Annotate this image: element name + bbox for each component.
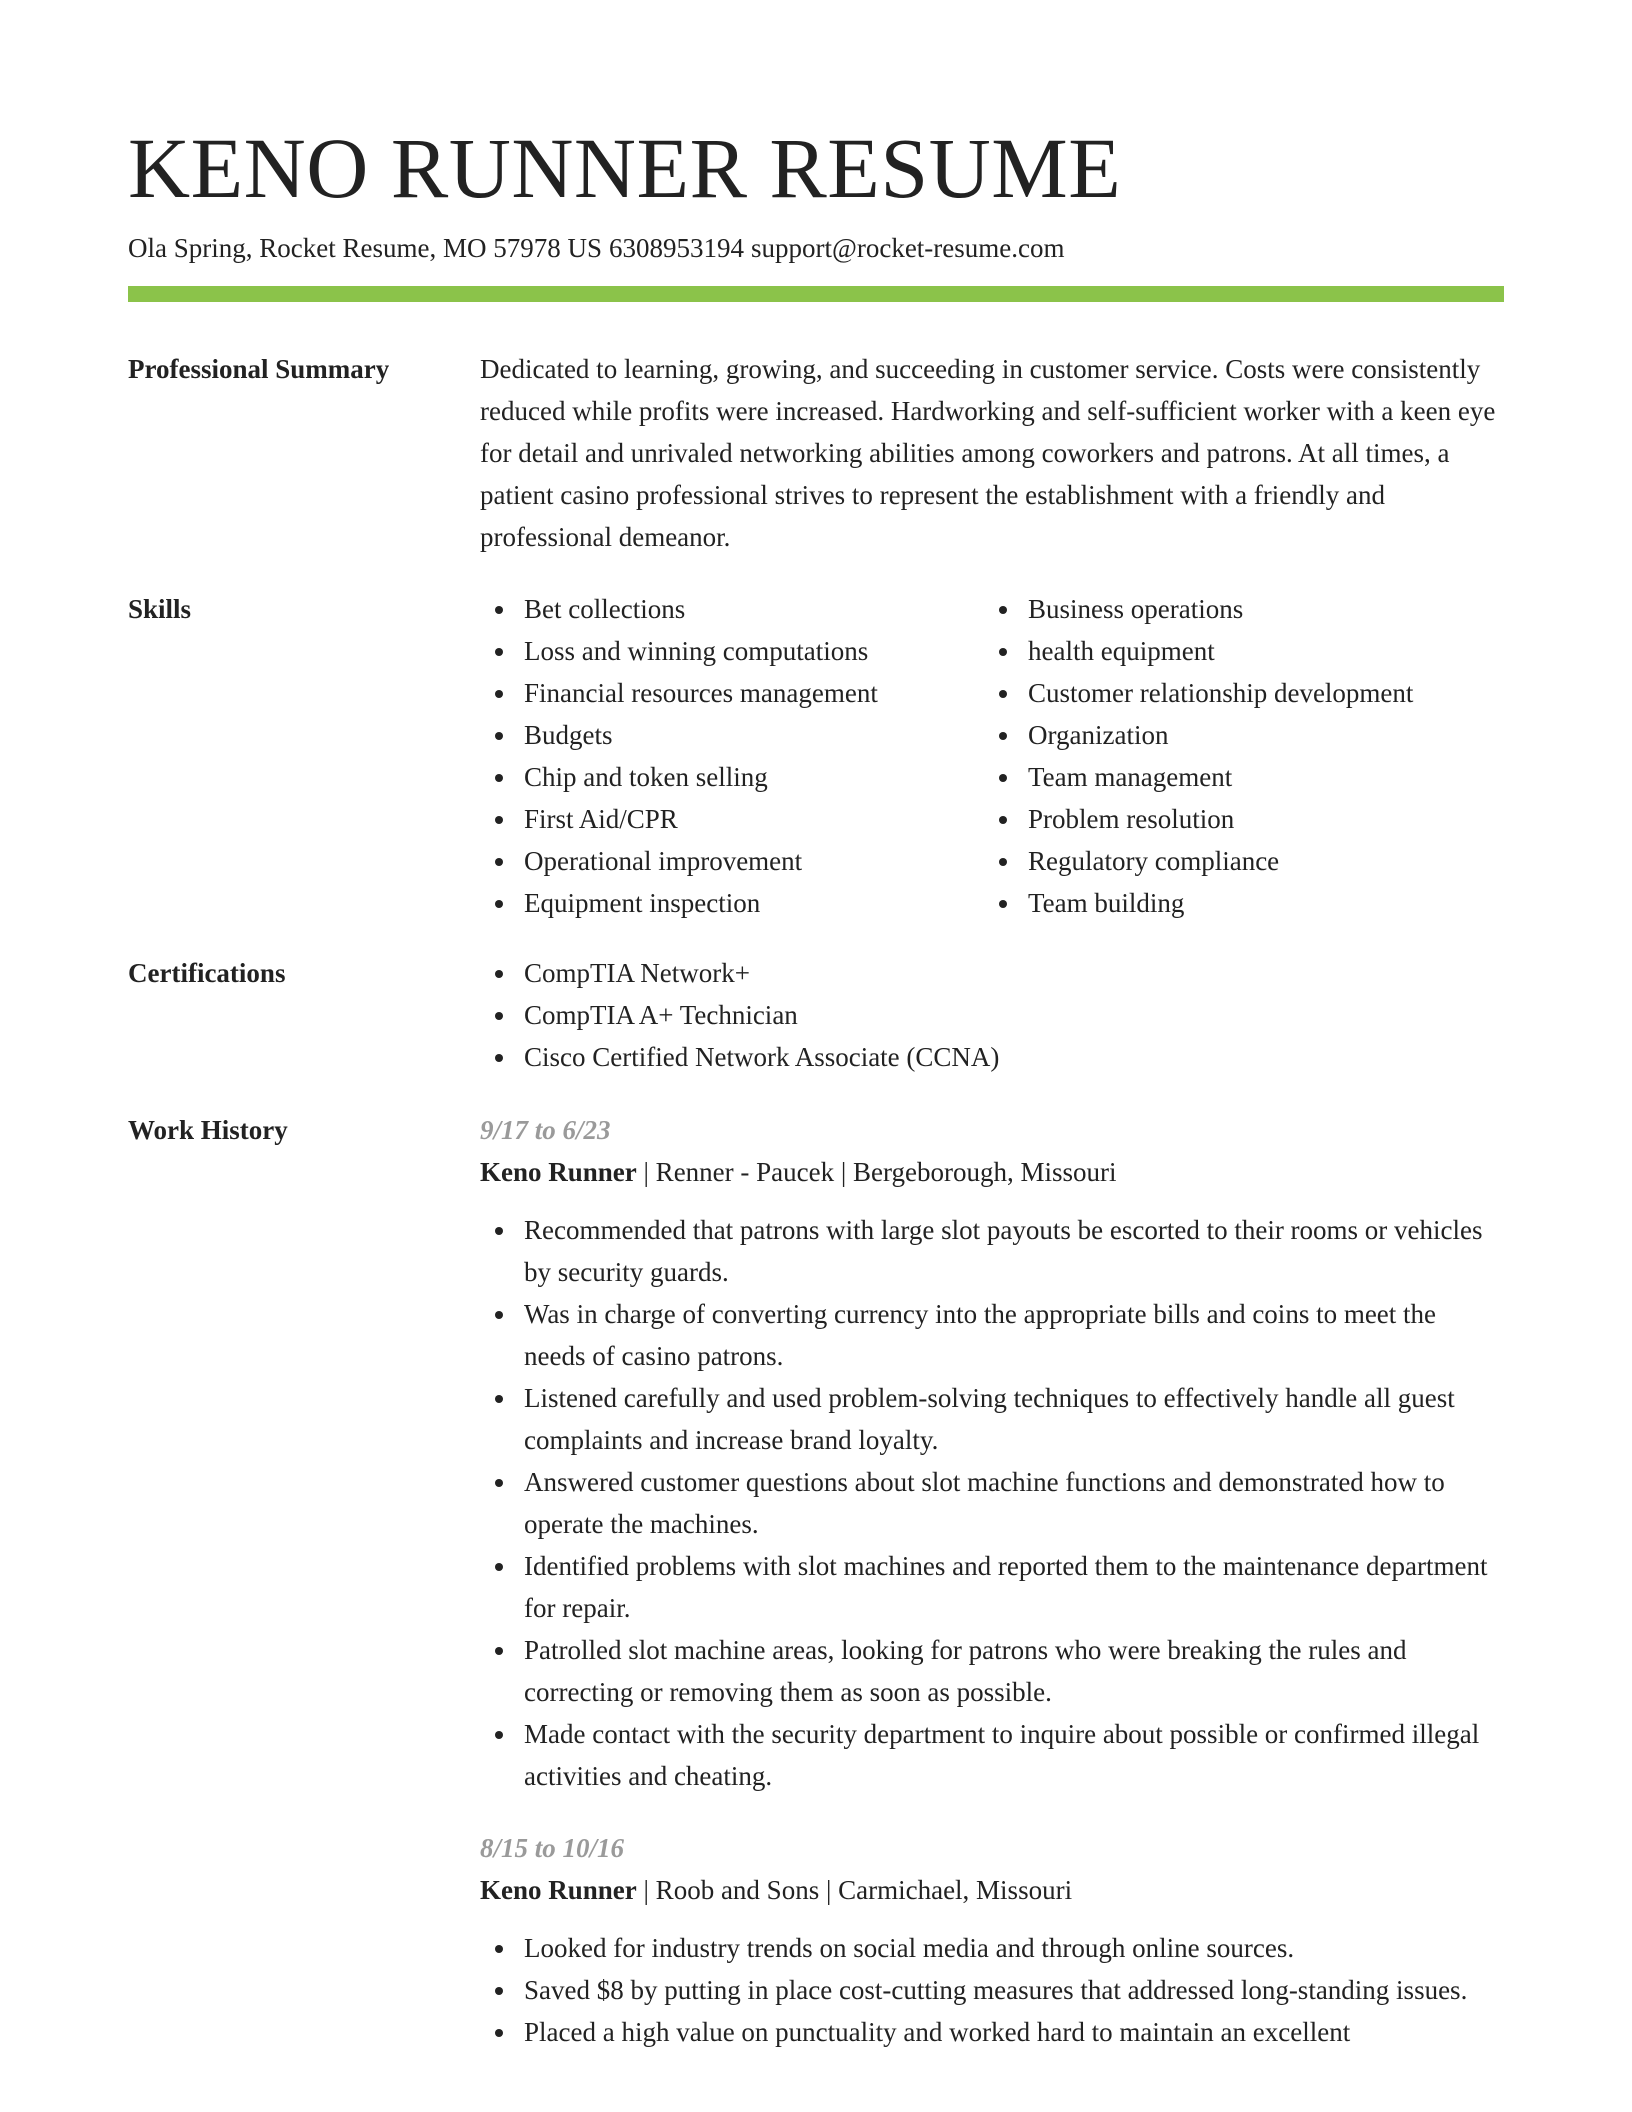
skills-list-right <box>984 588 1488 924</box>
skill-item: Business operations <box>984 588 1488 630</box>
skills-heading: Skills <box>128 594 192 624</box>
job-bullets <box>480 1927 1504 2053</box>
job-bullet: Recommended that patrons with large slot payouts be escorted to their rooms or vehicles by security guards. <box>480 1209 1504 1293</box>
skills-grid <box>480 588 1504 924</box>
contact-line <box>128 230 1065 266</box>
skill-item: Chip and token selling <box>480 756 984 798</box>
job-bullet: Listened carefully and used problem-solving techniques to effectively handle all guest complaints and increase brand loyalty. <box>480 1377 1504 1461</box>
job-company-location: | Renner - Paucek | Bergeborough, Missouri <box>636 1157 1117 1187</box>
job-heading <box>480 1869 1504 1911</box>
contact-phone: 6308953194 <box>608 233 744 263</box>
certification-item: CompTIA Network+ <box>480 952 1504 994</box>
job-bullets <box>480 1209 1504 1797</box>
skill-item: Financial resources management <box>480 672 984 714</box>
contact-address: Ola Spring, Rocket Resume, MO 57978 US <box>128 233 602 263</box>
summary-text: Dedicated to learning, growing, and succeeding in customer service. Costs were consistently reduced while profits were increased. Hardworking and self-sufficient worker with a keen eye for detail and unrivaled networking abilities among coworkers and patrons. At all times, a patient casino professional strives to represent the establishment with a friendly and professional demeanor. <box>480 354 1496 552</box>
job-title: Keno Runner <box>480 1875 637 1905</box>
summary-heading: Professional Summary <box>128 354 390 384</box>
skill-item: Regulatory compliance <box>984 840 1488 882</box>
skill-item: Bet collections <box>480 588 984 630</box>
skill-item: Loss and winning computations <box>480 630 984 672</box>
skill-item: Customer relationship development <box>984 672 1488 714</box>
job-bullet: Saved $8 by putting in place cost-cutting measures that addressed long-standing issues. <box>480 1969 1504 2011</box>
job-dates: 9/17 to 6/23 <box>480 1115 611 1145</box>
skill-item: Organization <box>984 714 1488 756</box>
certification-item: Cisco Certified Network Associate (CCNA) <box>480 1036 1504 1078</box>
job-heading <box>480 1151 1504 1193</box>
certifications-list <box>480 952 1504 1078</box>
header-divider <box>128 286 1504 302</box>
job-company-location: | Roob and Sons | Carmichael, Missouri <box>636 1875 1073 1905</box>
work-history-body <box>480 1109 1504 2053</box>
certification-item: CompTIA A+ Technician <box>480 994 1504 1036</box>
job-bullet: Placed a high value on punctuality and worked hard to maintain an excellent <box>480 2011 1504 2053</box>
certifications-body <box>480 952 1504 1078</box>
skill-item: Budgets <box>480 714 984 756</box>
work-history-heading: Work History <box>128 1115 288 1145</box>
job-entry <box>480 1827 1504 2053</box>
certifications-heading: Certifications <box>128 958 286 988</box>
job-dates: 8/15 to 10/16 <box>480 1833 625 1863</box>
job-bullet: Made contact with the security department to inquire about possible or confirmed illegal activities and cheating. <box>480 1713 1504 1797</box>
skill-item: Problem resolution <box>984 798 1488 840</box>
skill-item: health equipment <box>984 630 1488 672</box>
skill-item: Operational improvement <box>480 840 984 882</box>
job-title: Keno Runner <box>480 1157 637 1187</box>
job-bullet: Answered customer questions about slot machine functions and demonstrated how to operate the machines. <box>480 1461 1504 1545</box>
job-bullet: Was in charge of converting currency into the appropriate bills and coins to meet the needs of casino patrons. <box>480 1293 1504 1377</box>
skills-body <box>480 588 1504 924</box>
job-bullet: Patrolled slot machine areas, looking for patrons who were breaking the rules and correcting or removing them as soon as possible. <box>480 1629 1504 1713</box>
summary-body <box>480 348 1504 558</box>
job-bullet: Identified problems with slot machines and reported them to the maintenance department for repair. <box>480 1545 1504 1629</box>
skill-item: Team building <box>984 882 1488 924</box>
contact-email: support@rocket-resume.com <box>750 233 1065 263</box>
skill-item: First Aid/CPR <box>480 798 984 840</box>
skill-item: Team management <box>984 756 1488 798</box>
skills-list-left <box>480 588 984 924</box>
skill-item: Equipment inspection <box>480 882 984 924</box>
job-entry <box>480 1109 1504 1797</box>
resume-title: KENO RUNNER RESUME <box>128 120 1122 216</box>
job-bullet: Looked for industry trends on social media and through online sources. <box>480 1927 1504 1969</box>
